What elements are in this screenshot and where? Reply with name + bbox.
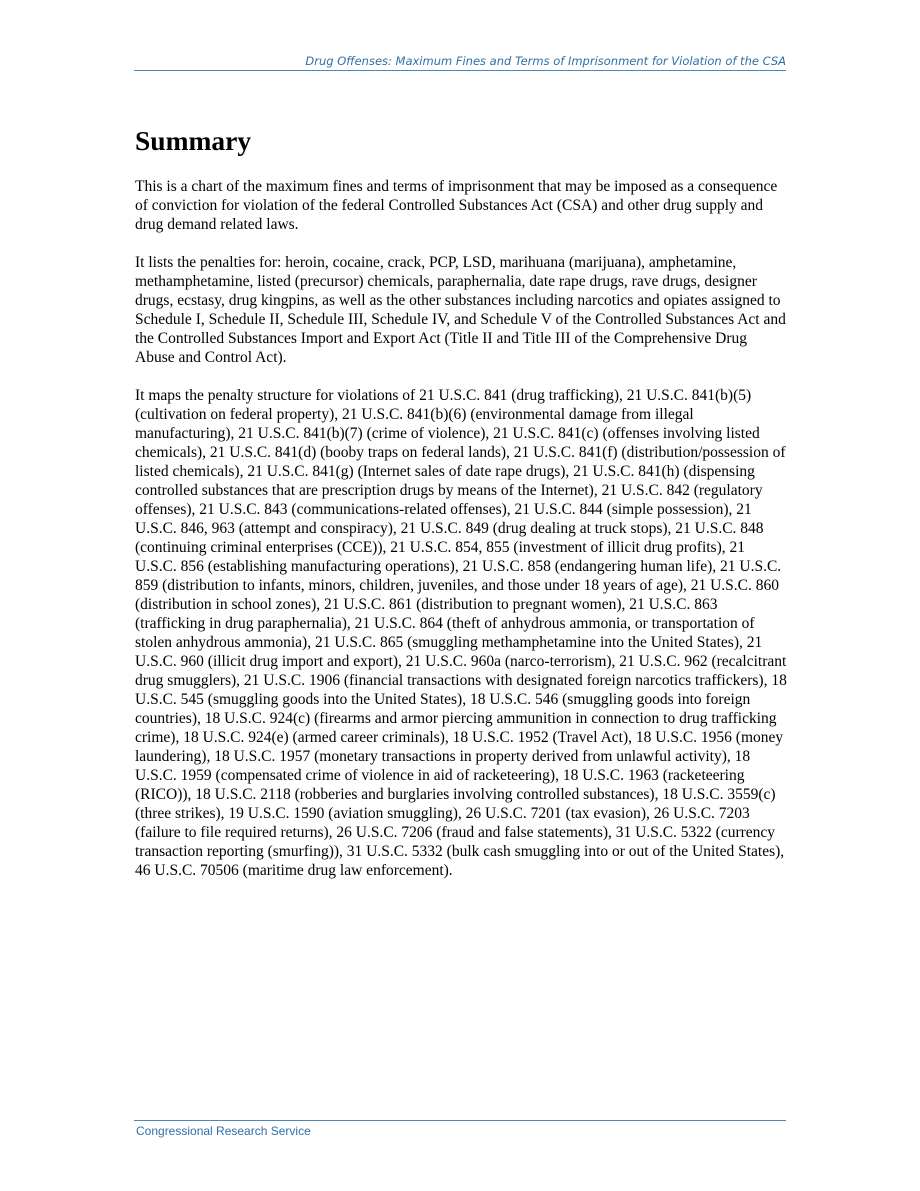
page-footer	[134, 1120, 786, 1138]
summary-paragraph-substances: It lists the penalties for: heroin, cocaine, crack, PCP, LSD, marihuana (marijuana), amphetamine, methamphetamine, listed (precursor) chemicals, paraphernalia, date rape drugs, rave drugs, designer drugs, ecstasy, drug kingpins, as well as the other substances including narcotics and opiates assigned to Schedule I, Schedule II, Schedule III, Schedule IV, and Schedule V of the Controlled Substances Act and the Controlled Substances Import and Export Act (Title II and Title III of the Comprehensive Drug Abuse and Control Act).	[135, 254, 786, 366]
running-title: Drug Offenses: Maximum Fines and Terms of Imprisonment for Violation of the CSA	[305, 54, 786, 68]
summary-paragraph-intro: This is a chart of the maximum fines and terms of imprisonment that may be imposed as a consequence of conviction for violation of the federal Controlled Substances Act (CSA) and other drug supply and drug demand related laws.	[135, 178, 778, 233]
summary-paragraph-statutes: It maps the penalty structure for violations of 21 U.S.C. 841 (drug trafficking), 21 U.S.C. 841(b)(5) (cultivation on federal property), 21 U.S.C. 841(b)(6) (environmental damage from illegal manufacturing), 21 U.S.C. 841(b)(7) (crime of violence), 21 U.S.C. 841(c) (offenses involving listed chemicals), 21 U.S.C. 841(d) (booby traps on federal lands), 21 U.S.C. 841(f) (distribution/possession of listed chemicals), 21 U.S.C. 841(g) (Internet sales of date rape drugs), 21 U.S.C. 841(h) (dispensing controlled substances that are prescription drugs by means of the Internet), 21 U.S.C. 842 (regulatory offenses), 21 U.S.C. 843 (communications-related offenses), 21 U.S.C. 844 (simple possession), 21 U.S.C. 846, 963 (attempt and conspiracy), 21 U.S.C. 849 (drug dealing at truck stops), 21 U.S.C. 848 (continuing criminal enterprises (CCE)), 21 U.S.C. 854, 855 (investment of illicit drug profits), 21 U.S.C. 856 (establishing manufacturing operations), 21 U.S.C. 858 (endangering human life), 21 U.S.C. 859 (distribution to infants, minors, children, juveniles, and those under 18 years of age), 21 U.S.C. 860 (distribution in school zones), 21 U.S.C. 861 (distribution to pregnant women), 21 U.S.C. 863 (trafficking in drug paraphernalia), 21 U.S.C. 864 (theft of anhydrous ammonia, or transportation of stolen anhydrous ammonia), 21 U.S.C. 865 (smuggling methamphetamine into the United States), 21 U.S.C. 960 (illicit drug import and export), 21 U.S.C. 960a (narco-terrorism), 21 U.S.C. 962 (recalcitrant drug smugglers), 21 U.S.C. 1906 (financial transactions with designated foreign narcotics traffickers), 18 U.S.C. 545 (smuggling goods into the United States), 18 U.S.C. 546 (smuggling goods into foreign countries), 18 U.S.C. 924(c) (firearms and armor piercing ammunition in connection to drug trafficking crime), 18 U.S.C. 924(e) (armed career criminals), 18 U.S.C. 1952 (Travel Act), 18 U.S.C. 1956 (money laundering), 18 U.S.C. 1957 (monetary transactions in property derived from unlawful activity), 18 U.S.C. 1959 (compensated crime of violence in aid of racketeering), 18 U.S.C. 1963 (racketeering (RICO)), 18 U.S.C. 2118 (robberies and burglaries involving controlled substances), 18 U.S.C. 3559(c) (three strikes), 19 U.S.C. 1590 (aviation smuggling), 26 U.S.C. 7201 (tax evasion), 26 U.S.C. 7203 (failure to file required returns), 26 U.S.C. 7206 (fraud and false statements), 31 U.S.C. 5322 (currency transaction reporting (smurfing)), 31 U.S.C. 5332 (bulk cash smuggling into or out of the United States), 46 U.S.C. 70506 (maritime drug law enforcement).	[135, 387, 787, 879]
summary-body	[135, 177, 789, 899]
publisher-name: Congressional Research Service	[136, 1124, 311, 1138]
page-title: Summary	[135, 125, 252, 156]
page-header	[134, 54, 786, 71]
